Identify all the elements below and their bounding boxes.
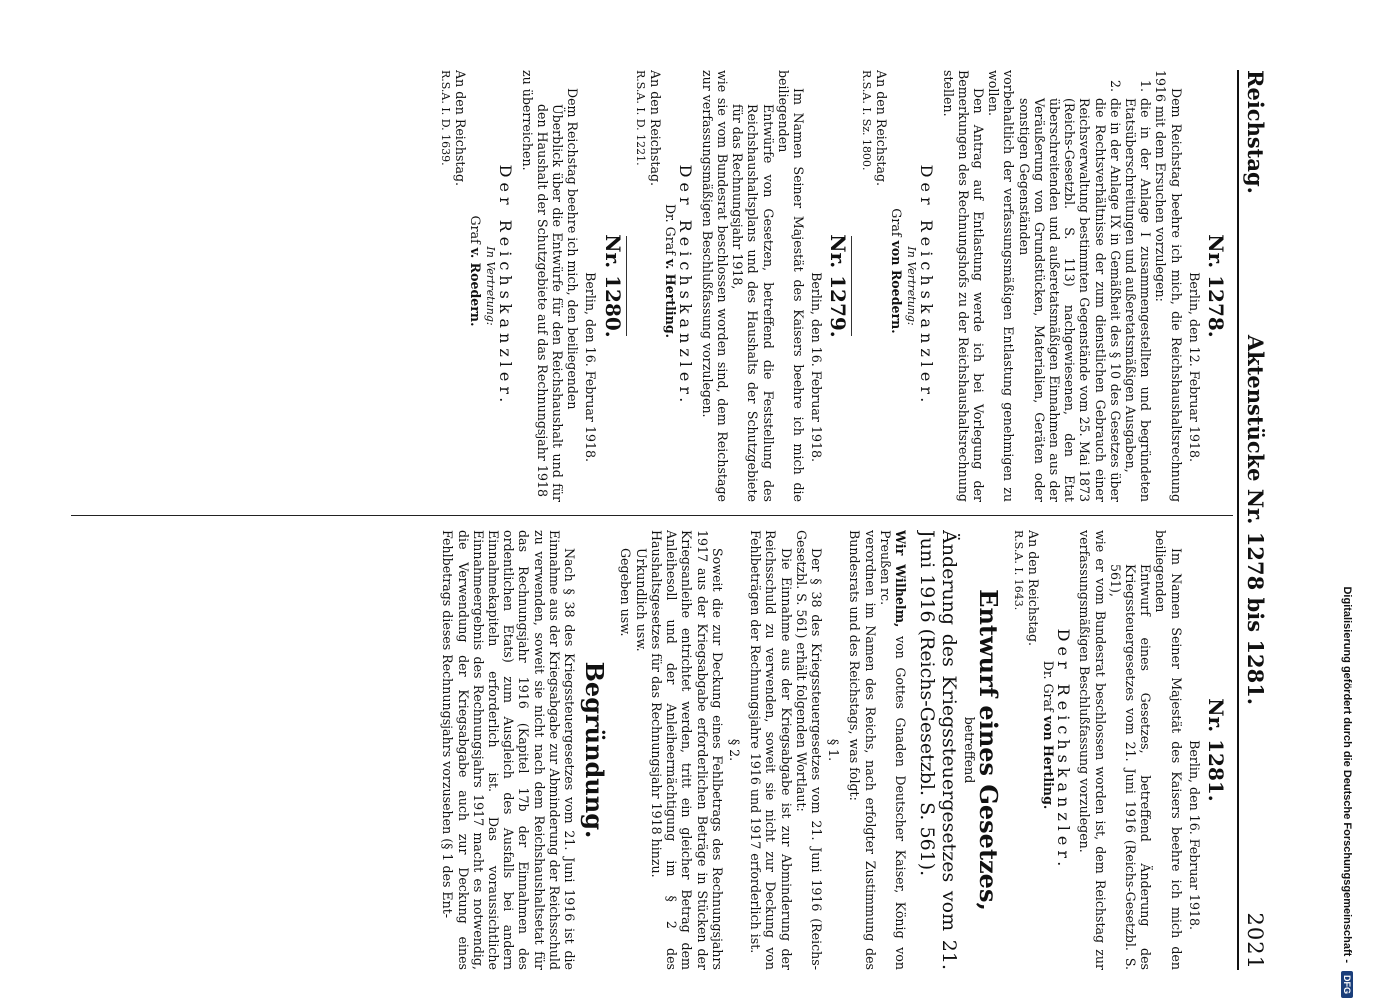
- column-divider: [71, 515, 1233, 516]
- signatory-name: von Hertling.: [1040, 715, 1056, 810]
- doc-number-1278: Nr. 1278.: [1204, 234, 1228, 338]
- signatory: [1041, 530, 1056, 940]
- signatory-title: Dr. Graf: [663, 203, 679, 255]
- date-1280: Berlin, den 16. Februar 1918.: [583, 272, 599, 462]
- signatory: [889, 70, 904, 472]
- body-1280: Überblick über die Entwürfe für den Reichshaushalt und für den Haushalt der Schutzgebiete auf das Rechnungsjahr 1918: [534, 104, 566, 502]
- begruendung-text: Nach § 38 des Kriegssteuergesetzes vom 21. Juni 1916 ist die Einnahme aus der Kriegsabgabe zur Abminderung der Reichsschuld zu verwenden, soweit sie nicht nach dem Reichshaushaltsetat für das Rechnungsjahr 1916 (Kapitel 17b der Einnahmen des ordentlichen Etats) zum Ausgleich des Ausfalls bei andern Einnahmekapiteln erforderlich ist. Das voraussichtliche Einnahmeergebnis des Rechnungsjahrs 1917 macht es notwendig, die Verwendung der Kriegsabgabe auch zur Deckung eines Fehlbetrags dieses Rechnungsjahrs vorzusehen (§ 1 des Ent-: [440, 530, 578, 970]
- addressee: An den Reichstag.: [873, 70, 889, 187]
- list-text: die in der Anlage IX in Gemäßheit des § 10 des Gesetzes über die Rechtsverhältnisse der zum dienstlichen Gebrauch einer Reichsverwaltung bestimmten Gegenstände vom 25. Mai 1873 (Reichs-Gesetzbl. S. 113) nachgewiesenen, den Etat überschreitenden und außeretatsmäßigen Einnahmen aus der Veräußerung von Grundstücken, Materialien, Geräten oder sonstigen Gegenständen: [1016, 98, 1123, 502]
- body-1279: Entwürfe von Gesetzen, betreffend die Feststellung des Reichshaushaltsplans und des Haushalts der Schutzgebiete für das Rechnungsjahr 1918,: [730, 104, 776, 502]
- doc-number-1280: Nr. 1280.: [600, 234, 625, 338]
- dfg-logo: DFG: [1341, 971, 1353, 998]
- reference: R.S.A. I. D. 1639.: [438, 70, 452, 166]
- preamble-emperor: Wir Wilhelm,: [892, 530, 908, 628]
- date-1279: Berlin, den 16. Februar 1918.: [809, 272, 825, 462]
- tail-1279: wie sie vom Bundesrat beschlossen worden sind, dem Reichstage zur verfassungsmäßigen Beschlußfassung vorzulegen.: [699, 70, 730, 502]
- left-column: [11, 70, 1229, 502]
- signatory-title: Graf: [888, 208, 904, 237]
- paragraph-1-heading: § 1.: [826, 738, 842, 762]
- reference: R.S.A. I. 1643.: [1011, 530, 1025, 611]
- in-vertretung: In Vertretung:: [905, 246, 919, 326]
- section-rule: [626, 236, 627, 336]
- paragraph-2-text: Soweit die zur Deckung eines Fehlbetrags des Rechnungsjahrs 1917 aus der Kriegsabgabe erforderlichen Beträge in Stücken der Kriegsanleihe entrichtet werden, tritt ein gleicher Betrag dem Anleihesoll und der Anleiheermächtigung im § 2 des Haushaltsgesetzes für das Rechnungsjahr 1918 hinzu.: [648, 530, 725, 970]
- header-title: Aktenstücke Nr. 1278 bis 1281.: [1243, 334, 1268, 706]
- doc-number-1279: Nr. 1279.: [826, 234, 851, 338]
- tail-1281: wie er vom Bundesrat beschlossen worden ist, dem Reichstag zur verfassungsmäßigen Beschlußfassung vorzulegen.: [1077, 530, 1108, 970]
- draft-betreffend: betreffend: [962, 716, 978, 784]
- signatory-title: Graf: [468, 215, 484, 244]
- signature-title: Der Reichskanzler.: [496, 164, 516, 408]
- gegeben: Gegeben usw.: [618, 548, 634, 637]
- paragraph-1-quote: Die Einnahme aus der Kriegsabgabe ist zur Abminderung der Reichsschuld zu verwenden, soweit sie nicht zur Deckung von Fehlbeträgen der Rechnungsjahre 1916 und 1917 erforderlich ist.: [748, 530, 794, 970]
- signatory-name: von Roedern.: [888, 240, 904, 334]
- signatory: [468, 70, 483, 472]
- antrag-1278: Den Antrag auf Entlastung werde ich bei Vorlegung der Bemerkungen des Rechnungshofs zu der Reichshaushaltsrechnung stellen.: [940, 70, 986, 502]
- list-item: [1123, 70, 1153, 502]
- in-vertretung: In Vertretung:: [484, 246, 498, 326]
- signatory: [663, 70, 678, 472]
- date-1281: Berlin, den 16. Februar 1918.: [1186, 740, 1202, 930]
- right-column: [11, 530, 1229, 970]
- tail-1278: vorbehaltlich der verfassungsmäßigen Entlastung genehmigen zu wollen.: [986, 70, 1017, 502]
- reference: R.S.A. I. Sz. 1800.: [859, 70, 873, 171]
- tail-1280: zu überreichen.: [519, 70, 535, 171]
- signature-title: Der Reichskanzler.: [1054, 628, 1074, 872]
- reference: R.S.A. I. D. 1221.: [633, 70, 647, 166]
- page-number: 2021: [1243, 912, 1267, 970]
- addressee: An den Reichstag.: [452, 70, 468, 187]
- intro-1278: Dem Reichstag beehre ich mich, die Reichshaushaltsrechnung 1916 mit dem Ersuchen vorzulegen:: [1153, 70, 1184, 502]
- list-number: 2.: [1107, 79, 1123, 92]
- page-header: [1243, 70, 1283, 970]
- date-1278: Berlin, den 12. Februar 1918.: [1186, 272, 1202, 462]
- signatory-name: v. Roedern.: [468, 247, 484, 327]
- draft-title: Entwurf eines Gesetzes,: [974, 589, 1004, 911]
- list-item: [1016, 70, 1122, 502]
- digitization-text: Digitalisierung gefördert durch die Deutsche Forschungsgemeinschaft -: [1341, 586, 1353, 963]
- body-1281: Entwurf eines Gesetzes, betreffend Änderung des Kriegssteuergesetzes vom 21. Juni 1916 (Reichs-Gesetzbl. S. 561),: [1107, 564, 1154, 970]
- signature-title: Der Reichskanzler.: [676, 164, 696, 408]
- begruendung-title: Begründung.: [580, 661, 610, 839]
- preamble-text: von Gottes Gnaden Deutscher Kaiser, König von Preußen rc.: [877, 530, 908, 970]
- list-number: 1.: [1138, 79, 1154, 92]
- intro-1279: Im Namen Seiner Majestät des Kaisers beehre ich mich die beiliegenden: [775, 70, 806, 502]
- signatory-name: v. Hertling.: [663, 258, 679, 339]
- header-rule: [1237, 70, 1239, 970]
- digitization-note: [1338, 8, 1356, 998]
- paragraph-2-heading: § 2.: [726, 738, 742, 762]
- list-text: die in der Anlage I zusammengestellten und begründeten Etatsüberschreitungen und außeretatsmäßigen Ausgaben,: [1122, 98, 1154, 502]
- doc-number-1281: Nr. 1281.: [1204, 698, 1228, 802]
- addressee: An den Reichstag.: [648, 70, 664, 187]
- draft-preamble: [878, 530, 908, 970]
- document-page: [1, 0, 1291, 1000]
- addressee: An den Reichstag.: [1025, 530, 1041, 647]
- signatory-title: Dr. Graf: [1040, 660, 1056, 712]
- paragraph-1-text: Der § 38 des Kriegssteuergesetzes vom 21. Juni 1916 (Reichs-Gesetzbl. S. 561) erhält folgenden Wortlaut:: [793, 530, 824, 970]
- header-left: Reichstag.: [1243, 70, 1268, 194]
- section-rule: [851, 236, 852, 336]
- signature-title: Der Reichskanzler.: [917, 164, 937, 408]
- draft-verordnen: verordnen im Namen des Reichs, nach erfolgter Zustimmung des Bundesrats und des Reichstags, was folgt:: [847, 530, 878, 970]
- urkundlich: Urkundlich usw.: [633, 548, 649, 652]
- intro-1281: Im Namen Seiner Majestät des Kaisers beehre ich mich den beiliegenden: [1153, 530, 1184, 970]
- draft-subtitle: Änderung des Kriegssteuergesetzes vom 21. Juni 1916 (Reichs-Gesetzbl. S. 561).: [915, 530, 960, 970]
- intro-1280: Dem Reichstag beehre ich mich, den beiliegenden: [565, 88, 581, 410]
